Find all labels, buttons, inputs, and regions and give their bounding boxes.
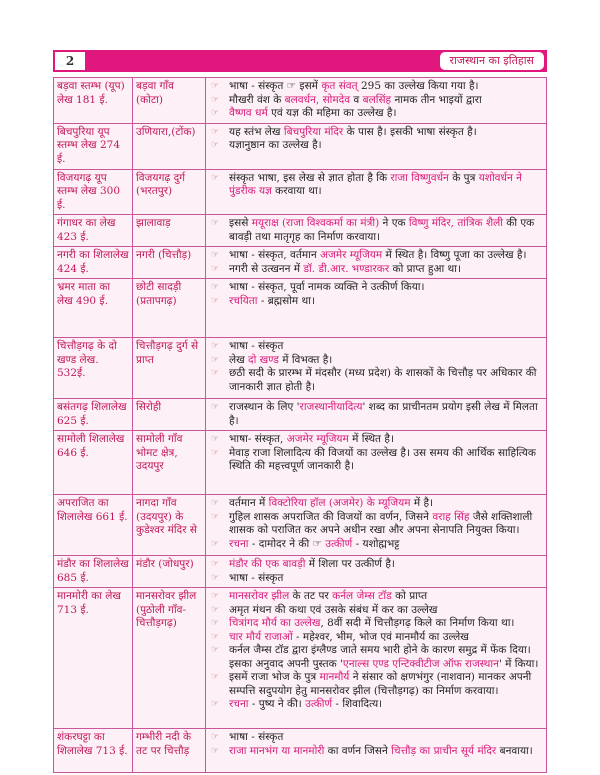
text-segment: के पास है। इसकी भाषा संस्कृत है। <box>343 125 477 138</box>
text-segment: भाषा - संस्कृत <box>229 731 284 743</box>
pointing-hand-icon: ☞ <box>211 81 220 91</box>
highlighted-text: वराह सिंह <box>432 510 470 523</box>
text-segment: - महेश्वर, भीम, भोज एवं मानमौर्य का उल्लेख <box>292 630 469 643</box>
highlighted-text: मयूराक्ष (राजा विश्वकर्मा का मंत्री) <box>251 217 380 229</box>
highlighted-text: मानसरोवर झील <box>229 590 290 602</box>
highlighted-text: चित्तौड़ का प्राचीन सूर्य मंदिर <box>391 744 497 757</box>
pointing-hand-icon: ☞ <box>211 672 220 682</box>
inscription-name: शंकरघट्टा का शिलालेख 713 ई. <box>54 729 133 773</box>
text-segment: के तट पर <box>289 590 333 602</box>
text-segment: के पुत्र <box>448 171 479 184</box>
bullet-point <box>209 558 543 572</box>
pointing-hand-icon: ☞ <box>211 172 220 183</box>
inscription-details <box>206 78 547 124</box>
bullet-point <box>209 731 543 745</box>
inscription-place: चित्तौड़गढ़ दुर्ग से प्राप्त <box>133 338 206 399</box>
text-segment: भाषा - संस्कृत <box>229 340 284 352</box>
inscription-place: उणियारा,(टोंक) <box>133 123 206 169</box>
inscription-details <box>206 729 547 773</box>
highlighted-text: एनाल्स एण्ड एन्टिक्वीटीज ऑफ राजस्थान <box>342 657 499 670</box>
inscription-place: नागदा गाँव (उदयपुर) के कुडेश्वर मंदिर से <box>133 495 206 556</box>
text-segment: नगरी से उत्खनन में <box>229 262 304 275</box>
text-segment: मेवाड़ राजा शिलादित्य की विजयों का उल्लेख है। उस समय की आर्थिक साहित्यिक स्थिति की महत्त्वपूर्ण जानकारी है। <box>229 446 536 472</box>
pointing-hand-icon: ☞ <box>211 368 220 378</box>
pointing-hand-icon: ☞ <box>211 140 220 150</box>
text-segment: भाषा- संस्कृत, <box>229 433 287 445</box>
text-segment: में शिला पर उत्कीर्ण है। <box>305 558 395 570</box>
table-row <box>54 495 547 556</box>
pointing-hand-icon: ☞ <box>211 447 220 458</box>
text-segment: यज्ञानुष्ठान का उल्लेख है। <box>229 139 322 151</box>
pointing-hand-icon: ☞ <box>211 572 220 583</box>
text-segment: भाषा - संस्कृत, वर्तमान <box>229 249 321 261</box>
inscription-name: गंगाधर का लेख 423 ई. <box>54 215 133 247</box>
pointing-hand-icon: ☞ <box>211 94 220 105</box>
pointing-hand-icon: ☞ <box>211 745 220 756</box>
inscription-place: सामोली गाँव भोमट क्षेत्र, उदयपुर <box>133 431 206 495</box>
inscription-name: चित्तौड़गढ़ के दो खण्ड लेख. 532ई. <box>54 338 133 399</box>
bullet-point <box>209 367 543 394</box>
pointing-hand-icon: ☞ <box>211 108 220 118</box>
pointing-hand-icon: ☞ <box>211 732 220 742</box>
pointing-hand-icon: ☞ <box>211 295 220 306</box>
pointing-hand-icon: ☞ <box>211 341 220 351</box>
text-segment: यह स्तंभ लेख <box>229 125 284 138</box>
pointing-hand-icon: ☞ <box>211 126 220 137</box>
text-segment: संस्कृत भाषा, इस लेख से ज्ञात होता है कि <box>229 171 391 184</box>
bullet-point <box>209 745 543 759</box>
bullet-point <box>209 590 543 604</box>
highlighted-text: मंडौर की एक बावड़ी <box>229 558 306 570</box>
table-row <box>54 588 547 729</box>
table-row <box>54 78 547 124</box>
inscription-details <box>206 556 547 588</box>
highlighted-text: रचयिता <box>229 294 258 307</box>
inscription-place: मंडौर (जोधपुर) <box>133 556 206 588</box>
highlighted-text: विक्टोरिया हॉल (अजमेर) के म्यूजियम <box>268 497 411 509</box>
highlighted-text: अजमेर म्यूजियम <box>320 249 383 261</box>
text-segment: भाषा - संस्कृत ☞ इसमें <box>229 80 322 92</box>
table-row <box>54 169 547 215</box>
highlighted-text: अजमेर म्यूजियम <box>286 433 349 445</box>
text-segment: छठी सदी के प्रारम्भ में मंदसौर (मध्य प्रदेश) के शासकों के चित्तौड़ पर अधिकार की जानकारी ज्ञात होती है। <box>229 367 537 393</box>
pointing-hand-icon: ☞ <box>211 591 220 601</box>
table-row <box>54 279 547 338</box>
bullet-point <box>209 698 543 712</box>
pointing-hand-icon: ☞ <box>211 559 220 569</box>
inscription-details <box>206 215 547 247</box>
text-segment: जैसे शक्तिशाली शासक को पराजित कर अपने अधीन रखा और अपना सेनापति नियुक्त किया। <box>229 510 533 536</box>
highlighted-text: बिचपुरिया मंदिर <box>283 125 344 138</box>
text-segment: गुहिल शासक अपराजित की विजयों का वर्णन, जिसने <box>229 510 433 523</box>
text-segment: करवाया था। <box>271 185 322 197</box>
table-row <box>54 431 547 495</box>
highlighted-text: मानमौर्य <box>319 671 350 683</box>
page-header-bar <box>53 50 547 72</box>
inscription-details <box>206 279 547 338</box>
inscription-place: विजयगढ़ दुर्ग (भरतपुर) <box>133 169 206 215</box>
text-segment: 295 का उल्लेख किया गया है। <box>357 80 479 92</box>
bullet-point <box>209 281 543 295</box>
highlighted-text: उत्कीर्ण <box>305 698 333 710</box>
bullet-point <box>209 354 543 368</box>
bullet-point <box>209 217 543 244</box>
table-row <box>54 123 547 169</box>
inscription-place: बड़वा गाँव (कोटा) <box>133 78 206 124</box>
bullet-point <box>209 263 543 277</box>
pointing-hand-icon: ☞ <box>211 250 220 260</box>
pointing-hand-icon: ☞ <box>211 511 220 522</box>
highlighted-text: कृत संवत् <box>321 80 358 92</box>
highlighted-text: बलवर्धन, सोमदेव <box>284 93 351 106</box>
bullet-point <box>209 572 543 586</box>
inscription-place: सिरोही <box>133 399 206 431</box>
bullet-point <box>209 249 543 263</box>
inscription-name: बड़वा स्तम्भ (यूप) लेख 181 ई. <box>54 78 133 124</box>
bullet-point <box>209 433 543 447</box>
highlighted-text: बलसिंह <box>362 93 392 106</box>
inscription-place: छोटी सादड़ी (प्रतापगढ़) <box>133 279 206 338</box>
pointing-hand-icon: ☞ <box>211 354 220 365</box>
inscription-name: मानमोरी का लेख 713 ई. <box>54 588 133 729</box>
pointing-hand-icon: ☞ <box>211 218 220 228</box>
text-segment: अमृत मंथन की कथा एवं उसके संबंध में कर का उल्लेख <box>229 603 438 616</box>
inscription-name: सामोली शिलालेख 646 ई. <box>54 431 133 495</box>
highlighted-text: उत्कीर्ण <box>325 537 353 550</box>
bullet-point <box>209 107 543 121</box>
highlighted-text: रचना <box>229 698 249 710</box>
text-segment: भाषा - संस्कृत, पूर्वा नामक व्यक्ति ने उत्कीर्ण किया। <box>229 281 425 293</box>
inscription-place: मानसरोवर झील (पुठोली गाँव- चित्तौड़गढ़) <box>133 588 206 729</box>
highlighted-text: राजस्थानीयादित्य <box>299 401 363 413</box>
text-segment: एवं यज्ञ की महिमा का उल्लेख है। <box>267 107 397 119</box>
text-segment: भाषा - संस्कृत <box>229 571 284 584</box>
text-segment: की एक बावड़ी तथा मातृगृह का निर्माण करवाया। <box>229 217 535 243</box>
inscription-name: मंडौर का शिलालेख 685 ई. <box>54 556 133 588</box>
text-segment: ' में किया। <box>498 657 539 670</box>
inscription-details <box>206 169 547 215</box>
inscription-name: विजयगढ़ यूप स्तम्भ लेख 300 ई. <box>54 169 133 215</box>
pointing-hand-icon: ☞ <box>211 282 220 292</box>
inscriptions-table <box>53 77 547 773</box>
pointing-hand-icon: ☞ <box>211 434 220 444</box>
bullet-point <box>209 447 543 474</box>
inscription-place: गम्भीरी नदी के तट पर चित्तौड़ <box>133 729 206 773</box>
highlighted-text: दो खण्ड <box>248 353 279 366</box>
text-segment: वर्तमान में <box>229 497 269 509</box>
bullet-point <box>209 94 543 108</box>
text-segment: नामक तीन भाइयों द्वारा <box>391 93 482 106</box>
inscription-name: नगरी का शिलालेख 424 ई. <box>54 247 133 279</box>
inscription-place: नगरी (चित्तौड़) <box>133 247 206 279</box>
bullet-point <box>209 511 543 538</box>
bullet-point <box>209 172 543 199</box>
bullet-point <box>209 139 543 153</box>
text-segment: मौखरी वंश के <box>229 93 285 106</box>
text-segment: , 8वीं सदी में चित्तौड़गढ़ किले का निर्माण किया था। <box>320 617 515 629</box>
text-segment: को प्राप्त हुआ था। <box>389 262 461 275</box>
text-segment: ने एक <box>379 217 409 229</box>
pointing-hand-icon: ☞ <box>211 402 220 412</box>
text-segment: इससे <box>229 217 252 229</box>
bullet-point <box>209 340 543 354</box>
highlighted-text: राजा मानभंग या मानमोरी <box>229 744 325 757</box>
text-segment: राजस्थान के लिए ' <box>229 401 300 413</box>
text-segment: ने संसार को क्षणभंगुर (नाशवान) मानकर अपनी सम्पत्ति सदुपयोग हेतु मानसरोवर झील (चित्तौड़गढ़) का निर्माण करवाया। <box>229 671 532 697</box>
pointing-hand-icon: ☞ <box>211 618 220 628</box>
inscription-name: अपराजित का शिलालेख 661 ई. <box>54 495 133 556</box>
text-segment: - शिवादित्य। <box>332 698 383 710</box>
bullet-point <box>209 80 543 94</box>
text-segment: - पुष्य ने की। <box>248 698 306 710</box>
pointing-hand-icon: ☞ <box>211 699 220 709</box>
text-segment: का वर्णन जिसने <box>324 744 392 757</box>
inscription-details <box>206 399 547 431</box>
inscription-details <box>206 123 547 169</box>
inscription-details <box>206 338 547 399</box>
inscription-place: झालावाड़ <box>133 215 206 247</box>
bullet-point <box>209 644 543 671</box>
highlighted-text: डॉ. डी.आर. भण्डारकर <box>303 262 390 275</box>
table-row <box>54 556 547 588</box>
inscription-details <box>206 431 547 495</box>
bullet-point <box>209 295 543 309</box>
table-row <box>54 338 547 399</box>
pointing-hand-icon: ☞ <box>211 263 220 274</box>
inscription-details <box>206 588 547 729</box>
pointing-hand-icon: ☞ <box>211 645 220 655</box>
text-segment: - दामोदर ने की ☞ <box>248 537 326 550</box>
bullet-point <box>209 497 543 511</box>
text-segment: - यशोह्मभट्ट <box>352 537 400 550</box>
text-segment: ' शब्द का प्राचीनतम प्रयोग इसी लेख में मिलता है। <box>229 401 538 427</box>
bullet-point <box>209 631 543 645</box>
highlighted-text: कर्नल जेम्स टॉड <box>332 590 392 602</box>
bullet-point <box>209 401 543 428</box>
table-row <box>54 399 547 431</box>
text-segment: में है। <box>410 497 434 509</box>
table-row <box>54 215 547 247</box>
highlighted-text: यशोवर्धन ने पुंडरीक यज्ञ <box>229 171 522 197</box>
table-row <box>54 247 547 279</box>
text-segment: इसमें राजा भोज के पुत्र <box>229 671 320 683</box>
bullet-point <box>209 604 543 618</box>
inscription-details <box>206 247 547 279</box>
bullet-point <box>209 126 543 140</box>
text-segment: बनवाया। <box>496 744 533 757</box>
pointing-hand-icon: ☞ <box>211 538 220 549</box>
running-title: राजस्थान का इतिहास <box>440 52 545 70</box>
bullet-point <box>209 617 543 631</box>
pointing-hand-icon: ☞ <box>211 631 220 642</box>
text-segment: में विभक्त है। <box>278 353 333 366</box>
table-row <box>54 729 547 773</box>
text-segment: में स्थित है। विष्णु पूजा का उल्लेख है। <box>382 249 527 261</box>
text-segment: कर्नल जैम्स टॉड द्वारा इंग्लैण्ड जाते समय भारी होने के कारण समुद्र में फेंक दिया। इसका अनुवाद अपनी पुस्तक ' <box>229 644 531 670</box>
text-segment: लेख <box>229 353 249 366</box>
highlighted-text: राजा विष्णुवर्धन <box>390 171 449 184</box>
text-segment: व <box>350 93 363 106</box>
text-segment: में स्थित है। <box>348 433 394 445</box>
inscription-name: भ्रमर माता का लेख 490 ई. <box>54 279 133 338</box>
pointing-hand-icon: ☞ <box>211 498 220 508</box>
highlighted-text: रचना <box>229 537 249 550</box>
highlighted-text: चार मौर्य राजाओं <box>229 630 293 643</box>
bullet-point <box>209 538 543 552</box>
inscription-name: बसंतगढ़ शिलालेख 625 ई. <box>54 399 133 431</box>
text-segment: को प्राप्त <box>391 590 428 602</box>
highlighted-text: चित्रांगद मौर्य का उल्लेख <box>229 617 321 629</box>
highlighted-text: वैष्णव धर्म <box>229 107 268 119</box>
inscription-details <box>206 495 547 556</box>
inscription-name: बिचपुरिया यूप स्तम्भ लेख 274 ई. <box>54 123 133 169</box>
page-number: 2 <box>55 52 85 70</box>
pointing-hand-icon: ☞ <box>211 604 220 615</box>
bullet-point <box>209 671 543 698</box>
text-segment: - ब्रह्मसोम था। <box>257 294 315 307</box>
highlighted-text: विष्णु मंदिर, तांत्रिक शैली <box>408 217 503 229</box>
